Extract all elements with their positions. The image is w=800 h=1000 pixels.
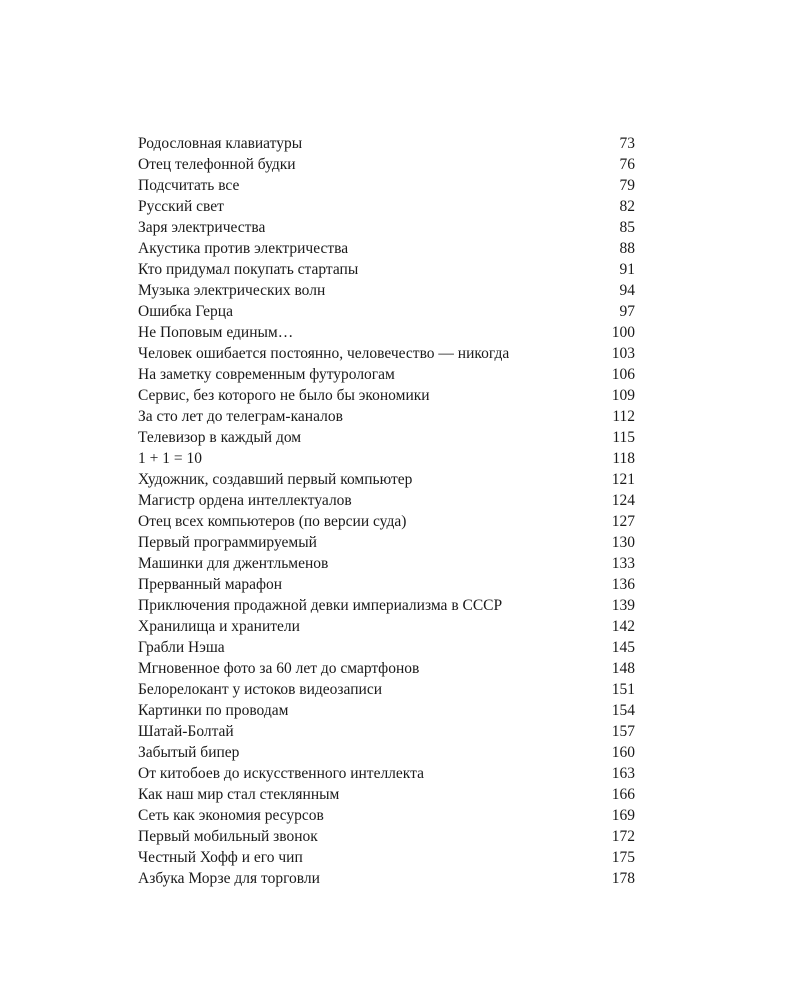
toc-entry-page-number: 88	[619, 240, 635, 257]
toc-entry-title: Подсчитать все	[138, 177, 240, 194]
toc-entry-page-number: 73	[619, 135, 635, 152]
toc-entry-page-number: 169	[611, 807, 635, 824]
toc-entry	[138, 469, 635, 490]
toc-entry	[138, 238, 635, 259]
toc-entry	[138, 196, 635, 217]
toc-entry-title: За сто лет до телеграм-каналов	[138, 408, 343, 425]
toc-entry-title: На заметку современным футурологам	[138, 366, 395, 383]
toc-entry-page-number: 154	[611, 702, 635, 719]
table-of-contents	[138, 133, 635, 889]
toc-entry-page-number: 103	[611, 345, 635, 362]
toc-entry-page-number: 100	[611, 324, 635, 341]
toc-entry	[138, 805, 635, 826]
toc-entry-title: Заря электричества	[138, 219, 266, 236]
toc-entry-page-number: 133	[611, 555, 635, 572]
toc-entry-title: Ошибка Герца	[138, 303, 233, 320]
toc-entry-title: Человек ошибается постоянно, человечество — никогда	[138, 345, 510, 362]
toc-entry-page-number: 79	[619, 177, 635, 194]
toc-entry-title: Музыка электрических волн	[138, 282, 326, 299]
toc-entry-title: Картинки по проводам	[138, 702, 289, 719]
toc-entry-page-number: 139	[611, 597, 635, 614]
toc-entry-page-number: 76	[619, 156, 635, 173]
toc-entry	[138, 679, 635, 700]
toc-entry-title: Мгновенное фото за 60 лет до смартфонов	[138, 660, 420, 677]
toc-entry	[138, 427, 635, 448]
toc-entry	[138, 574, 635, 595]
toc-entry	[138, 595, 635, 616]
toc-entry	[138, 217, 635, 238]
toc-entry	[138, 280, 635, 301]
toc-entry-title: От китобоев до искусственного интеллекта	[138, 765, 424, 782]
toc-entry-page-number: 142	[611, 618, 635, 635]
toc-entry	[138, 133, 635, 154]
toc-entry-title: Машинки для джентльменов	[138, 555, 329, 572]
toc-entry-page-number: 91	[619, 261, 635, 278]
toc-entry-title: Прерванный марафон	[138, 576, 283, 593]
toc-entry	[138, 721, 635, 742]
toc-entry-page-number: 157	[611, 723, 635, 740]
toc-entry-page-number: 94	[619, 282, 635, 299]
toc-entry-title: Сервис, без которого не было бы экономики	[138, 387, 430, 404]
toc-entry	[138, 448, 635, 469]
toc-entry-title: Телевизор в каждый дом	[138, 429, 302, 446]
toc-entry-title: Честный Хофф и его чип	[138, 849, 303, 866]
toc-entry-page-number: 124	[611, 492, 635, 509]
toc-entry	[138, 532, 635, 553]
toc-entry	[138, 553, 635, 574]
toc-entry-page-number: 97	[619, 303, 635, 320]
toc-entry-title: 1 + 1 = 10	[138, 450, 202, 467]
toc-entry-title: Не Поповым единым…	[138, 324, 294, 341]
toc-entry	[138, 385, 635, 406]
toc-entry-page-number: 145	[611, 639, 635, 656]
toc-entry	[138, 511, 635, 532]
toc-entry-title: Приключения продажной девки империализма в СССР	[138, 597, 503, 614]
toc-entry-title: Родословная клавиатуры	[138, 135, 303, 152]
toc-entry	[138, 490, 635, 511]
toc-entry-title: Забытый бипер	[138, 744, 240, 761]
toc-entry-page-number: 175	[611, 849, 635, 866]
toc-entry-title: Акустика против электричества	[138, 240, 349, 257]
toc-entry-page-number: 127	[611, 513, 635, 530]
toc-entry-page-number: 85	[619, 219, 635, 236]
toc-entry-page-number: 106	[611, 366, 635, 383]
toc-entry	[138, 259, 635, 280]
toc-entry-page-number: 166	[611, 786, 635, 803]
toc-entry-page-number: 121	[611, 471, 635, 488]
toc-entry-page-number: 82	[619, 198, 635, 215]
toc-entry-title: Хранилища и хранители	[138, 618, 300, 635]
toc-entry-title: Азбука Морзе для торговли	[138, 870, 320, 887]
toc-entry-title: Первый мобильный звонок	[138, 828, 318, 845]
toc-entry-page-number: 115	[612, 429, 635, 446]
toc-entry-title: Русский свет	[138, 198, 224, 215]
toc-entry-title: Сеть как экономия ресурсов	[138, 807, 324, 824]
toc-entry-page-number: 151	[611, 681, 635, 698]
toc-entry	[138, 343, 635, 364]
toc-entry	[138, 637, 635, 658]
toc-entry	[138, 763, 635, 784]
toc-entry-title: Как наш мир стал стеклянным	[138, 786, 340, 803]
toc-entry	[138, 406, 635, 427]
toc-entry	[138, 154, 635, 175]
toc-entry	[138, 616, 635, 637]
toc-entry	[138, 784, 635, 805]
toc-entry-title: Кто придумал покупать стартапы	[138, 261, 359, 278]
toc-entry-title: Грабли Нэша	[138, 639, 225, 656]
toc-entry-page-number: 178	[611, 870, 635, 887]
toc-entry-title: Отец телефонной будки	[138, 156, 296, 173]
toc-entry	[138, 847, 635, 868]
toc-entry	[138, 658, 635, 679]
toc-entry-page-number: 148	[611, 660, 635, 677]
toc-entry	[138, 868, 635, 889]
toc-entry-title: Художник, создавший первый компьютер	[138, 471, 413, 488]
toc-entry	[138, 364, 635, 385]
toc-entry-page-number: 136	[611, 576, 635, 593]
toc-entry	[138, 742, 635, 763]
toc-entry-page-number: 163	[611, 765, 635, 782]
toc-entry-title: Магистр ордена интеллектуалов	[138, 492, 352, 509]
toc-entry	[138, 322, 635, 343]
toc-entry	[138, 175, 635, 196]
toc-entry-page-number: 172	[611, 828, 635, 845]
toc-entry	[138, 301, 635, 322]
toc-entry-page-number: 109	[611, 387, 635, 404]
toc-entry-page-number: 112	[612, 408, 635, 425]
toc-entry-title: Отец всех компьютеров (по версии суда)	[138, 513, 407, 530]
toc-entry	[138, 826, 635, 847]
toc-entry-page-number: 130	[611, 534, 635, 551]
toc-entry-title: Шатай-Болтай	[138, 723, 234, 740]
toc-entry-page-number: 118	[612, 450, 635, 467]
toc-entry-page-number: 160	[611, 744, 635, 761]
toc-entry-title: Первый программируемый	[138, 534, 317, 551]
toc-entry-title: Белорелокант у истоков видеозаписи	[138, 681, 382, 698]
toc-entry	[138, 700, 635, 721]
